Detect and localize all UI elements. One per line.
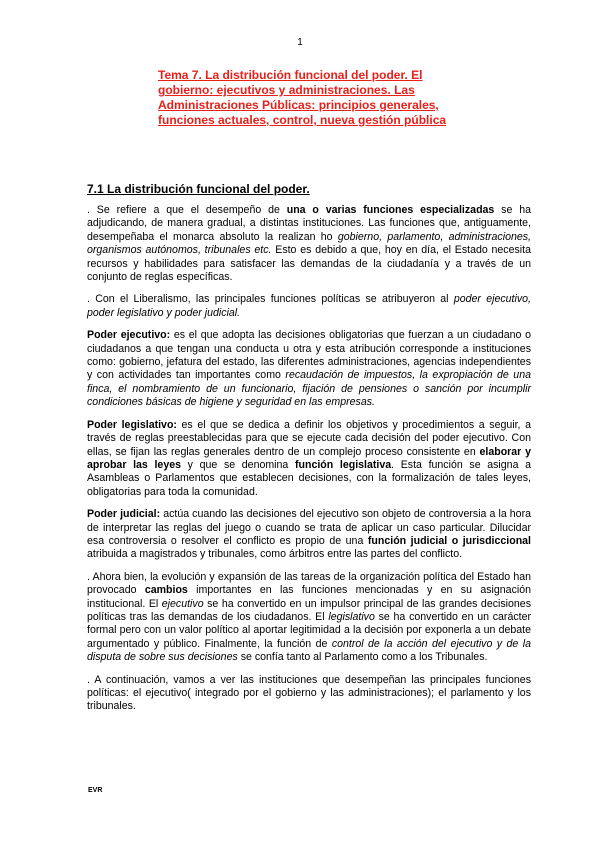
paragraph-judicial: Poder judicial: actúa cuando las decisiones del ejecutivo son objeto de controversia a la hora de interpretar las reglas del juego o cuando se trata de aplicar un caso particular. Dilucidar esa controversia o resolver el conflicto es propio de una función judicial o jurisdiccional atribuida a magistrados y tribunales, como árbitros entre las partes del conflicto. xyxy=(87,508,531,561)
body-text xyxy=(87,204,531,723)
paragraph-1: . Se refiere a que el desempeño de una o varias funciones especializadas se ha adjudicando, de manera gradual, a distintas instituciones. Las funciones que, antiguamente, desempeñaba el monarca absoluto la realizan ho gobierno, parlamento, administraciones, organismos autónomos, tribunales etc. Esto es debido a que, hoy en día, el Estado necesita recursos y habilidades para satisfacer las demandas de la ciudadanía y a través de un conjunto de reglas específicas. xyxy=(87,204,532,284)
paragraph-ejecutivo: Poder ejecutivo: es el que adopta las decisiones obligatorias que fuerzan a un ciudadano o ciudadanos a que tengan una conducta u otra y esta atribución corresponde a instituciones como: gobierno, jefatura del estado, las diferentes administraciones, agencias independientes y con actividades tan importantes como recaudación de impuestos, la expropiación de una finca, el nombramiento de un funcionario, fijación de pensiones o sanción por incumplir condiciones básicas de higiene y seguridad en las empresas. xyxy=(87,329,531,409)
section-heading: 7.1 La distribución funcional del poder. xyxy=(87,182,310,196)
document-title: Tema 7. La distribución funcional del poder. El gobierno: ejecutivos y administraciones. Las Administraciones Públicas: principios generales, funciones actuales, control, nueva gestión pública xyxy=(158,68,447,127)
footer-initials: EVR xyxy=(88,787,103,794)
page-number: 1 xyxy=(297,37,303,48)
paragraph-legislativo: Poder legislativo: es el que se dedica a definir los objetivos y procedimientos a seguir, a través de reglas preestablecidas para que se ejecute cada decisión del poder ejecutivo. Con ellas, se fijan las reglas generales dentro de un complejo proceso consistente en elaborar y aprobar las leyes y que se denomina función legislativa. Esta función se asigna a Asambleas o Parlamentos que establecen decisiones, con la formalización de tales leyes, obligatorias para toda la comunidad. xyxy=(87,418,532,498)
paragraph-6: . Ahora bien, la evolución y expansión de las tareas de la organización política del Estado han provocado cambios importantes en las funciones mencionadas y en su asignación institucional. El ejecutivo se ha convertido en un impulsor principal de las grandes decisiones políticas tras las demandas de los ciudadanos. El legislativo se ha convertido en un carácter formal pero con un valor político al aportar legitimidad a la decisión por exponerla a un debate argumentado y público. Finalmente, la función de control de la acción del ejecutivo y de la disputa de sobre sus decisiones se confía tanto al Parlamento como a los Tribunales. xyxy=(87,570,532,664)
paragraph-7: . A continuación, vamos a ver las instituciones que desempeñan las principales funciones políticas: el ejecutivo( integrado por el gobierno y las administraciones); el parlamento y los tribunales. xyxy=(87,673,531,713)
paragraph-2: . Con el Liberalismo, las principales funciones políticas se atribuyeron al poder ejecutivo, poder legislativo y poder judicial. xyxy=(87,293,531,319)
